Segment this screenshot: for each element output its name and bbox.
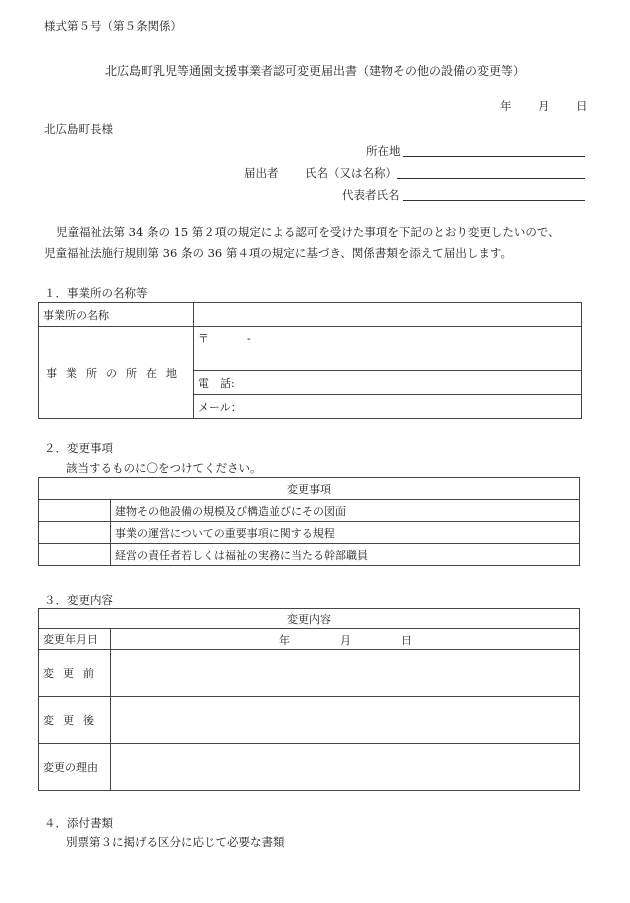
after-change-cell[interactable] [111,697,580,744]
before-change-cell[interactable] [111,650,580,697]
name-label: 氏名（又は名称） [305,166,397,180]
email-cell[interactable] [194,395,582,419]
change-item-mark-cell[interactable] [39,544,111,566]
change-item-mark-cell[interactable] [39,500,111,522]
name-field[interactable] [397,178,585,179]
date-year-label: 年 [500,99,512,113]
change-items-table [38,477,580,566]
change-date-day: 日 [401,634,412,647]
after-change-label: 変更後 [39,697,111,744]
section4-text: 別票第３に掲げる区分に応じて必要な書類 [66,835,285,849]
postal-mark: 〒 [198,332,209,345]
address-field[interactable] [403,156,585,157]
representative-field[interactable] [403,200,585,201]
email-label: メール： [198,400,242,414]
postal-dash: - [247,332,251,345]
change-details-header: 変更内容 [39,609,580,629]
representative-label: 代表者氏名 [342,188,400,202]
change-item: 建物その他設備の規模及び構造並びにその図面 [111,500,580,522]
section3-heading: ３．変更内容 [44,593,113,607]
change-item: 経営の責任者若しくは福祉の実務に当たる幹部職員 [111,544,580,566]
form-number: 様式第５号（第５条関係） [44,19,182,33]
before-change-label: 変更前 [39,650,111,697]
intro-line-2: 児童福祉法施行規則第 36 条の 36 第４項の規定に基づき、関係書類を添えて届出します。 [44,246,513,260]
change-date-label: 変更年月日 [39,629,111,650]
section2-instruction: 該当するものに〇をつけてください。 [66,461,262,475]
facility-table [38,302,582,419]
section4-heading: ４．添付書類 [44,816,113,830]
postal-code-cell[interactable] [194,327,582,371]
notifier-role-label: 届出者 [244,166,279,180]
change-reason-label: 変更の理由 [39,744,111,791]
facility-name-cell[interactable] [194,303,582,327]
change-date-year: 年 [279,634,290,647]
change-date-cell[interactable] [111,629,580,650]
intro-line-1: 児童福祉法第 34 条の 15 第２項の規定による認可を受けた事項を下記のとおり変更したいので、 [56,225,560,239]
addressee: 北広島町長様 [44,122,113,136]
date-month-label: 月 [538,99,550,113]
document-title: 北広島町乳児等通園支援事業者認可変更届出書（建物その他の設備の変更等） [104,64,525,78]
section1-heading: １．事業所の名称等 [44,286,148,300]
facility-name-label: 事業所の名称 [39,303,194,327]
change-items-header: 変更事項 [39,478,580,500]
date-day-label: 日 [576,99,588,113]
section2-heading: ２．変更事項 [44,441,113,455]
facility-location-label: 事業所の所在地 [39,327,194,419]
change-reason-cell[interactable] [111,744,580,791]
change-item: 事業の運営についての重要事項に関する規程 [111,522,580,544]
change-details-table [38,608,580,791]
change-item-mark-cell[interactable] [39,522,111,544]
phone-label: 電 話: [198,376,235,390]
change-date-month: 月 [340,634,351,647]
address-label: 所在地 [366,144,401,158]
phone-cell[interactable] [194,371,582,395]
